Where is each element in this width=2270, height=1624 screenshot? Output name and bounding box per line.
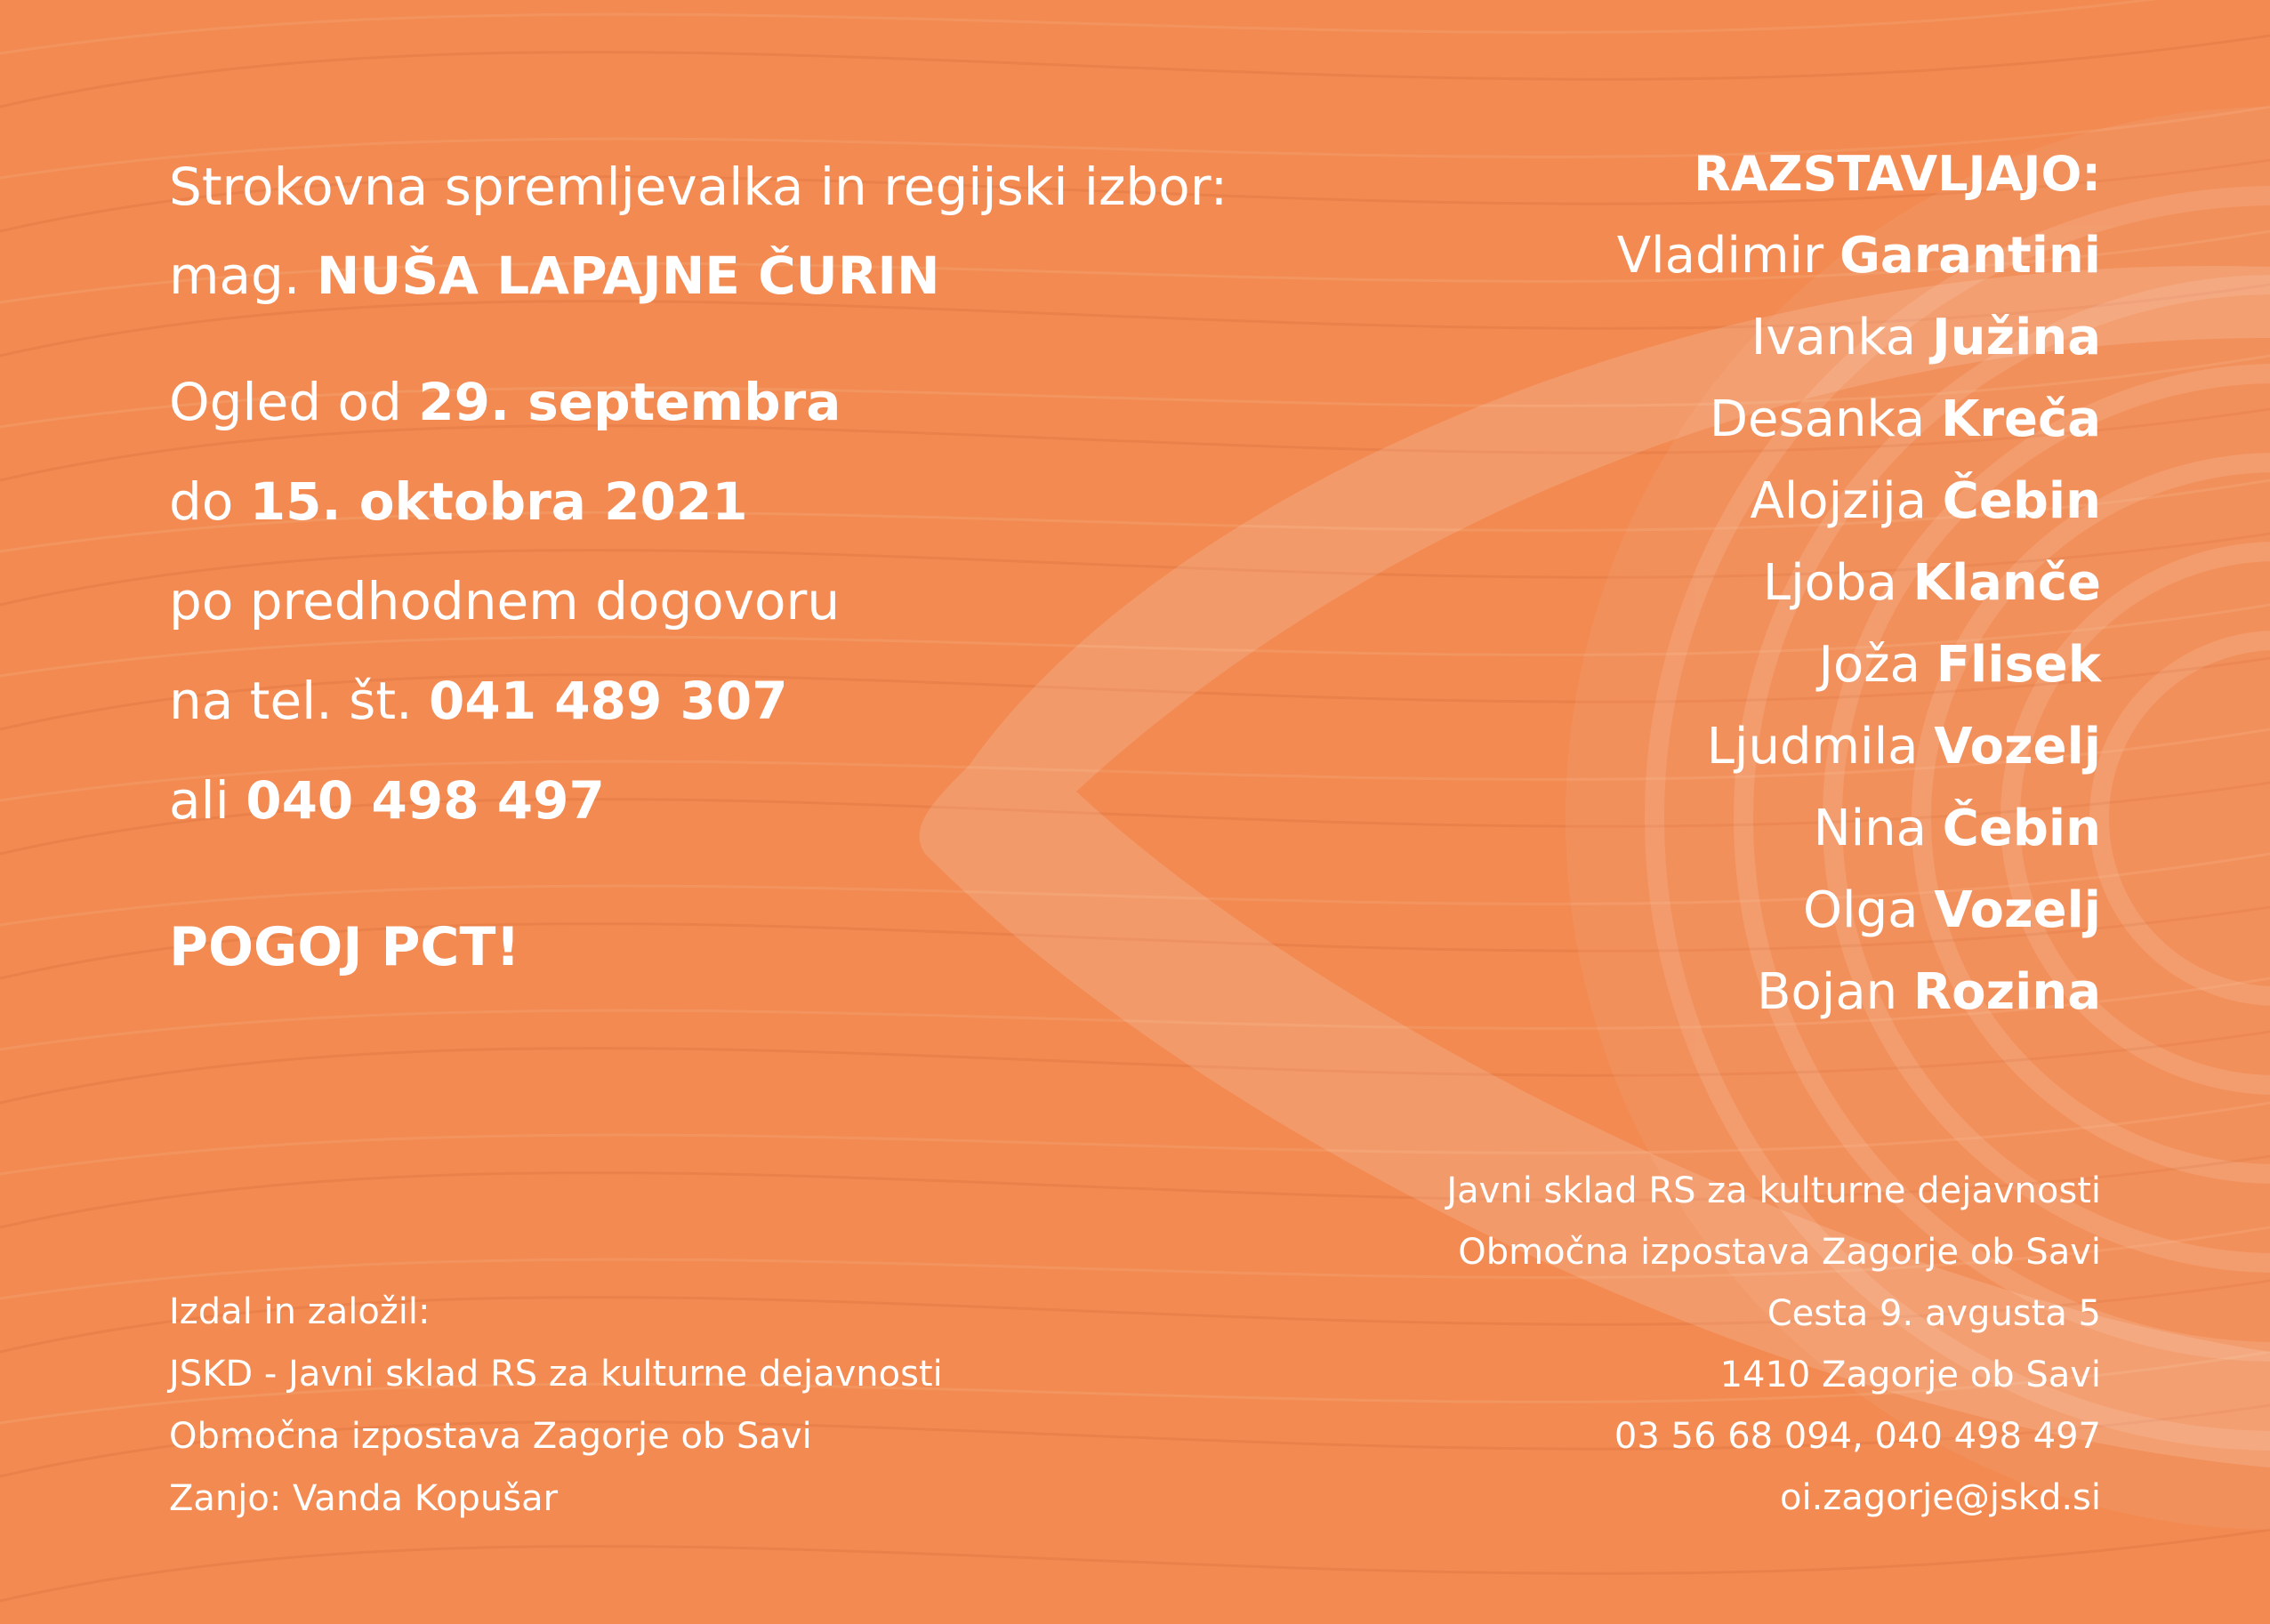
exhibitors-heading: RAZSTAVLJAJO:: [1694, 146, 2101, 202]
exhibitor-item: [1617, 543, 2101, 624]
exhibitor-first-name: Ljoba: [1762, 554, 1897, 612]
exhibitor-item: [1617, 215, 2101, 297]
viewing-info: [169, 352, 841, 850]
exhibitor-item: [1617, 297, 2101, 379]
curator-name: NUŠA LAPAJNE ČURIN: [316, 245, 940, 306]
exhibitor-first-name: Joža: [1818, 636, 1920, 694]
exhibitor-item: [1617, 379, 2101, 461]
exhibitor-first-name: Ljudmila: [1706, 718, 1919, 776]
exhibitor-first-name: Nina: [1813, 800, 1927, 857]
exhibitor-first-name: Ivanka: [1751, 309, 1917, 366]
exhibitor-item: [1617, 624, 2101, 706]
publisher-label: Izdal in založil:: [169, 1291, 431, 1332]
to-date: 15. oktobra 2021: [249, 471, 748, 532]
exhibitor-item: [1617, 788, 2101, 870]
exhibitor-item: [1617, 870, 2101, 952]
exhibitor-last-name: Flisek: [1936, 636, 2101, 694]
contact-phones: 03 56 68 094, 040 498 497: [1614, 1416, 2101, 1457]
contact-city: 1410 Zagorje ob Savi: [1719, 1355, 2101, 1395]
exhibitor-first-name: Bojan: [1757, 963, 1898, 1021]
exhibitor-first-name: Alojzija: [1750, 472, 1927, 530]
viewing-arrangement: po predhodnem dogovoru: [169, 571, 841, 631]
exhibitor-last-name: Vozelj: [1934, 881, 2101, 939]
contact-org: Javni sklad RS za kulturne dejavnosti: [1446, 1170, 2101, 1211]
viewing-to: [169, 452, 841, 551]
exhibitor-last-name: Rozina: [1912, 963, 2101, 1021]
from-date: 29. septembra: [418, 372, 841, 432]
or-label: ali: [169, 770, 229, 831]
contact-branch: Območna izpostava Zagorje ob Savi: [1458, 1232, 2101, 1273]
pct-condition: POGOJ PCT!: [169, 916, 520, 978]
publisher-representative: Zanjo: Vanda Kopušar: [169, 1478, 559, 1519]
exhibitors-list: [1617, 133, 2101, 1033]
viewing-phone1: [169, 651, 841, 751]
exhibitor-last-name: Kreča: [1941, 390, 2101, 448]
phone-label: na tel. št.: [169, 671, 413, 731]
curator-prefix: mag.: [169, 245, 301, 306]
exhibitor-last-name: Garantini: [1839, 227, 2101, 285]
viewing-from: [169, 352, 841, 452]
exhibitor-last-name: Klanče: [1912, 554, 2101, 612]
exhibitor-first-name: Desanka: [1709, 390, 1926, 448]
curator-name-line: [169, 231, 1228, 320]
to-label: do: [169, 471, 234, 532]
exhibitor-last-name: Čebin: [1942, 472, 2101, 530]
exhibitor-last-name: Vozelj: [1934, 718, 2101, 776]
from-label: Ogled od: [169, 372, 402, 432]
curator-section: [169, 142, 1228, 320]
curator-label: Strokovna spremljevalka in regijski izbor:: [169, 157, 1228, 217]
exhibitor-item: [1617, 706, 2101, 788]
contact-info: [1446, 1161, 2101, 1529]
exhibitor-item: [1617, 952, 2101, 1033]
exhibitor-first-name: Vladimir: [1616, 227, 1824, 285]
publisher-branch: Območna izpostava Zagorje ob Savi: [169, 1416, 812, 1457]
viewing-phone2: [169, 751, 841, 850]
exhibitor-last-name: Južina: [1931, 309, 2101, 366]
publisher-org: JSKD - Javni sklad RS za kulturne dejavnosti: [169, 1354, 943, 1395]
phone2-number: 040 498 497: [246, 770, 605, 831]
phone1-number: 041 489 307: [428, 671, 788, 731]
exhibitor-first-name: Olga: [1802, 881, 1919, 939]
contact-street: Cesta 9. avgusta 5: [1767, 1293, 2101, 1334]
exhibitor-last-name: Čebin: [1942, 800, 2101, 857]
publisher-info: [169, 1281, 943, 1530]
contact-email[interactable]: oi.zagorje@jskd.si: [1779, 1477, 2101, 1518]
exhibitor-item: [1617, 461, 2101, 543]
